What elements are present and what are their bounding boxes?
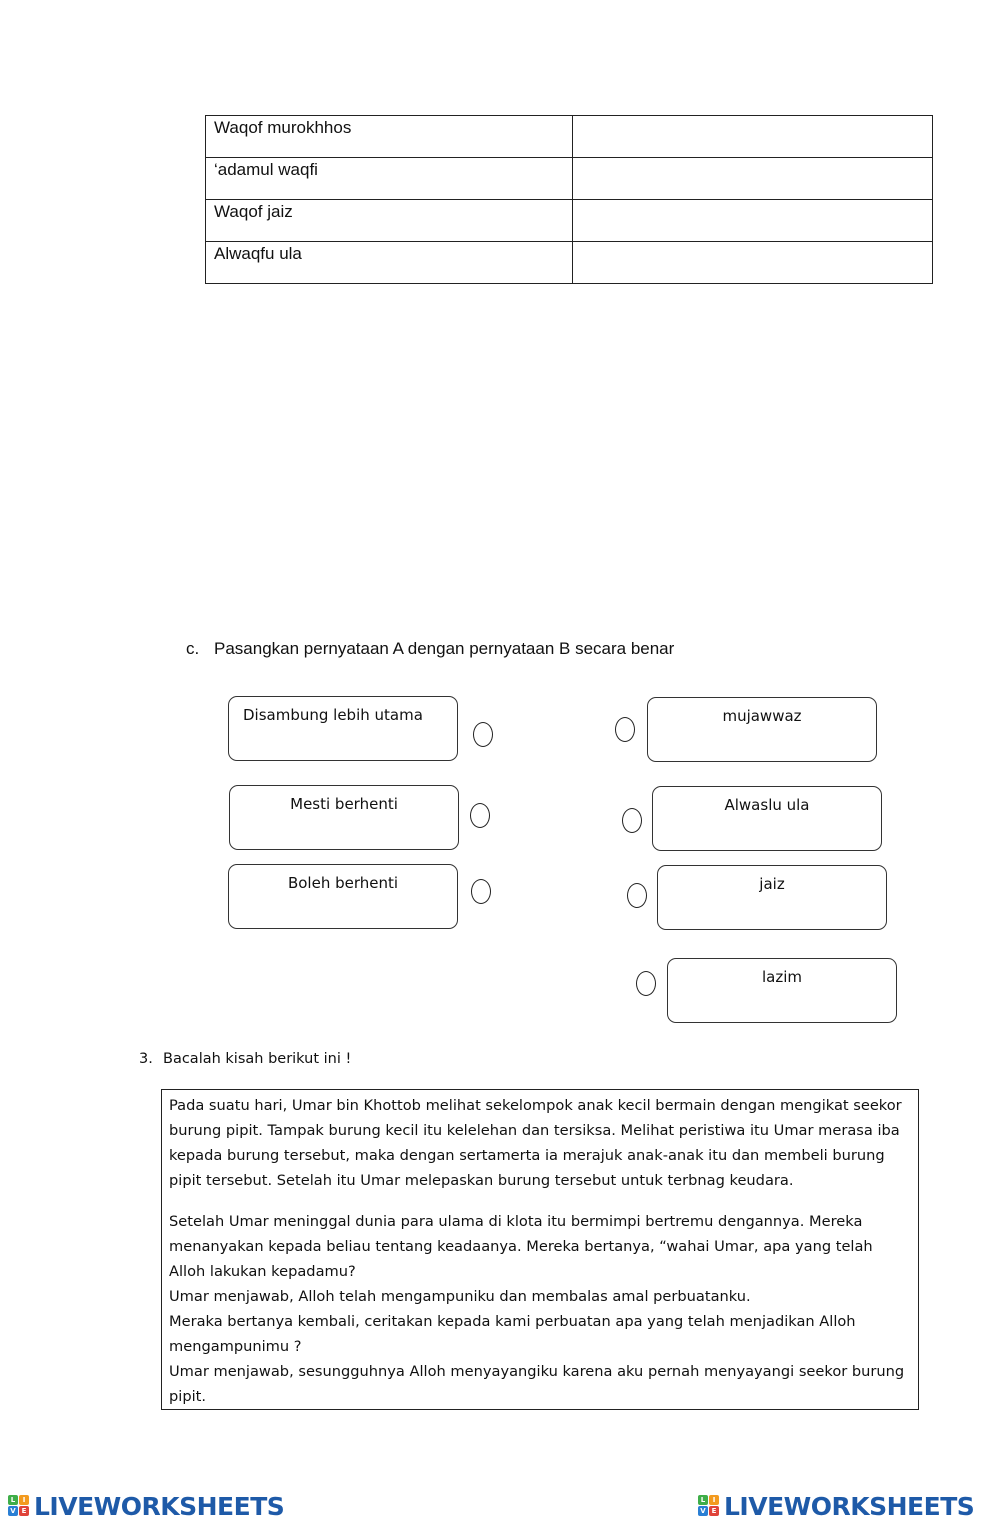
table-row [206,158,933,200]
match-dot-b-4[interactable] [636,971,656,996]
table-cell-answer[interactable] [572,158,932,200]
section-letter: c. [186,639,200,658]
match-dot-a-1[interactable] [473,722,493,747]
statement-b-2: Alwaslu ula [652,786,882,851]
table-cell-answer[interactable] [572,242,932,284]
table-row [206,200,933,242]
match-dot-a-3[interactable] [471,879,491,904]
liveworksheets-mark-icon: L I V E [8,1495,30,1517]
match-dot-b-2[interactable] [622,808,642,833]
statement-a-3: Boleh berhenti [228,864,458,929]
story-line: Meraka bertanya kembali, ceritakan kepada kami perbuatan apa yang telah menjadikan Alloh mengampunimu ? [169,1313,856,1355]
table-row [206,242,933,284]
table-cell-answer[interactable] [572,200,932,242]
section-instruction: Pasangkan pernyataan A dengan pernyataan B secara benar [214,639,675,658]
statement-b-3: jaiz [657,865,887,930]
match-dot-a-2[interactable] [470,803,490,828]
statement-a-1: Disambung lebih utama [228,696,458,761]
question-3-heading [139,1051,351,1067]
liveworksheets-logo-right[interactable] [698,1490,974,1522]
statement-b-1: mujawwaz [647,697,877,762]
story-box [161,1089,919,1410]
story-line: Umar menjawab, Alloh telah mengampuniku dan membalas amal perbuatanku. [169,1288,751,1305]
table-row [206,116,933,158]
story-paragraph-1: Pada suatu hari, Umar bin Khottob melihat sekelompok anak kecil bermain dengan mengikat seekor burung pipit. Tampak burung kecil itu kelelehan dan tersiksa. Melihat peristiwa itu Umar merasa iba kepada burung tersebut, maka dengan sertamerta ia merajuk anak-anak itu dan membeli burung pipit tersebut. Setelah itu Umar melepaskan burung tersebut untuk terbnag keudara. [169,1097,902,1189]
liveworksheets-logo-text: LIVEWORKSHEETS [724,1491,975,1521]
statement-a-2: Mesti berhenti [229,785,459,850]
section-c-heading [186,639,674,659]
waqf-table [205,115,933,284]
table-cell-term: ‘adamul waqfi [206,158,573,200]
liveworksheets-logo-text: LIVEWORKSHEETS [34,1491,285,1521]
statement-b-4: lazim [667,958,897,1023]
table-cell-answer[interactable] [572,116,932,158]
match-dot-b-3[interactable] [627,883,647,908]
question-prompt: Bacalah kisah berikut ini ! [163,1051,352,1067]
table-cell-term: Waqof murokhhos [206,116,573,158]
table-cell-term: Waqof jaiz [206,200,573,242]
story-line: Umar menjawab, sesungguhnya Alloh menyayangiku karena aku pernah menyayangi seekor burung pipit. [169,1363,905,1405]
story-line: Setelah Umar meninggal dunia para ulama di klota itu bermimpi bertremu dengannya. Mereka menanyakan kepada beliau tentang keadaanya. Mereka bertanya, “wahai Umar, apa yang telah Alloh lakukan kepadamu? [169,1213,873,1280]
match-dot-b-1[interactable] [615,717,635,742]
question-number: 3. [139,1051,153,1067]
table-cell-term: Alwaqfu ula [206,242,573,284]
liveworksheets-logo-left[interactable] [8,1490,284,1522]
liveworksheets-mark-icon: L I V E [698,1495,720,1517]
